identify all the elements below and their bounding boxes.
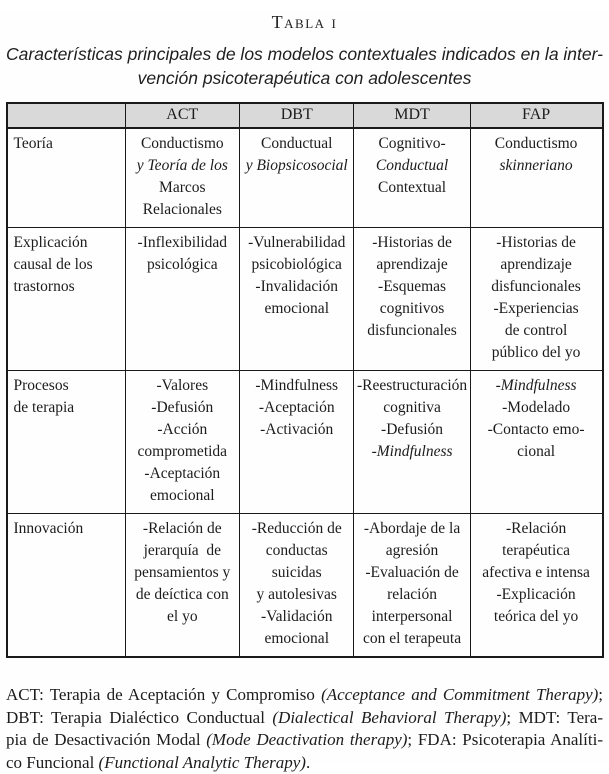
table-cell <box>125 228 239 371</box>
footnote-line <box>6 729 603 752</box>
footnote-text: ; <box>598 685 603 704</box>
cell-line: -Abordaje de la <box>355 518 468 540</box>
cell-line: y Teoría de los <box>127 155 238 177</box>
footnote-line <box>6 684 603 707</box>
table-number: Tabla i <box>0 12 609 33</box>
footnote-line <box>6 707 603 730</box>
cell-line: de control <box>472 320 601 342</box>
cell-line: el yo <box>127 606 238 628</box>
cell-line: -Validación <box>241 606 352 628</box>
cell-line: emocional <box>127 485 238 507</box>
cell-line: comprometida <box>127 441 238 463</box>
table-row <box>7 371 603 514</box>
table-cell <box>240 228 354 371</box>
cell-line: agresión <box>355 540 468 562</box>
cell-line: con el terapeuta <box>355 628 468 650</box>
table-cell <box>240 128 354 228</box>
table-cell <box>470 371 602 514</box>
cell-line: -Historias de <box>472 232 601 254</box>
cell-line: Explicación <box>14 232 123 254</box>
table-cell <box>470 128 602 228</box>
cell-line: -Evaluación de <box>355 562 468 584</box>
cell-line: cional <box>472 441 601 463</box>
footnote-english-term: (Dialectical Behavioral Therapy) <box>272 708 506 727</box>
cell-line: jerarquía de <box>127 540 238 562</box>
table-cell <box>240 514 354 658</box>
cell-line: -Explicación <box>472 584 601 606</box>
cell-line: y autolesivas <box>241 584 352 606</box>
footnote-english-term: (Functional Analytic Therapy) <box>99 753 306 772</box>
cell-line: Innovación <box>14 518 123 540</box>
cell-line: disfuncionales <box>472 276 601 298</box>
cell-line: -Relación <box>472 518 601 540</box>
cell-line: -Experiencias <box>472 298 601 320</box>
table-body <box>7 128 603 657</box>
cell-line: teórica del yo <box>472 606 601 628</box>
table-cell <box>125 128 239 228</box>
cell-line: -Relación de <box>127 518 238 540</box>
cell-line: psicobiológica <box>241 254 352 276</box>
cell-line: suicidas <box>241 562 352 584</box>
row-label-cell <box>7 371 126 514</box>
cell-line: y Biopsicosocial <box>241 155 352 177</box>
row-label-cell <box>7 128 126 228</box>
row-label-cell <box>7 228 126 371</box>
table-header-row <box>7 103 603 128</box>
cell-line: cognitiva <box>355 397 468 419</box>
cell-line: afectiva e intensa <box>472 562 601 584</box>
header-cell-blank <box>7 103 126 128</box>
cell-line: emocional <box>241 298 352 320</box>
footnote-text: pia de Desactivación Modal <box>6 730 206 749</box>
footnote-english-term: (Mode Deactivation therapy) <box>206 730 407 749</box>
table-cell <box>240 371 354 514</box>
table-cell <box>125 371 239 514</box>
cell-line: skinneriano <box>472 155 601 177</box>
cell-line: Contextual <box>355 177 468 199</box>
cell-line: pensamientos y <box>127 562 238 584</box>
table-row <box>7 128 603 228</box>
table-row <box>7 514 603 658</box>
cell-line: Teoría <box>14 133 123 155</box>
cell-line: disfuncionales <box>355 320 468 342</box>
cell-line: interpersonal <box>355 606 468 628</box>
cell-line: Conductismo <box>127 133 238 155</box>
cell-line: conductas <box>241 540 352 562</box>
table-cell <box>470 228 602 371</box>
cell-line: -Aceptación <box>127 463 238 485</box>
cell-line: de terapia <box>14 397 123 419</box>
cell-line: -Activación <box>241 419 352 441</box>
footnote-text: ACT: Terapia de Aceptación y Compromiso <box>6 685 321 704</box>
cell-line: emocional <box>241 628 352 650</box>
header-cell-mdt: MDT <box>354 103 470 128</box>
cell-line: -Historias de <box>355 232 468 254</box>
cell-line: -Defusión <box>127 397 238 419</box>
cell-line: -Esquemas <box>355 276 468 298</box>
table-cell <box>354 371 470 514</box>
cell-line: terapéutica <box>472 540 601 562</box>
cell-line: Conductual <box>241 133 352 155</box>
footnote-text: . <box>306 753 310 772</box>
footnote-english-term: (Acceptance and Commitment Therapy) <box>321 685 598 704</box>
cell-line: Conductismo <box>472 133 601 155</box>
cell-line: trastornos <box>14 276 123 298</box>
cell-line: cognitivos <box>355 298 468 320</box>
table-row <box>7 228 603 371</box>
row-label-cell <box>7 514 126 658</box>
cell-line: aprendizaje <box>472 254 601 276</box>
cell-line: relación <box>355 584 468 606</box>
cell-line: -Defusión <box>355 419 468 441</box>
cell-line: causal de los <box>14 254 123 276</box>
cell-line: -Inflexibilidad <box>127 232 238 254</box>
comparison-table <box>6 102 604 658</box>
footnote-text: ; MDT: Tera- <box>506 708 603 727</box>
cell-line: psicológica <box>127 254 238 276</box>
cell-line: público del yo <box>472 342 601 364</box>
cell-line: aprendizaje <box>355 254 468 276</box>
footnote-text: co Funcional <box>6 753 99 772</box>
header-cell-act: ACT <box>125 103 239 128</box>
cell-line: Marcos <box>127 177 238 199</box>
footnote-text: DBT: Terapia Dialéctico Conductual <box>6 708 272 727</box>
header-cell-dbt: DBT <box>240 103 354 128</box>
cell-line: -Aceptación <box>241 397 352 419</box>
footnote-text: ; FDA: Psicoterapia Analíti- <box>407 730 603 749</box>
table-footnote <box>6 684 603 774</box>
cell-line: -Invalidación <box>241 276 352 298</box>
table-cell <box>354 228 470 371</box>
document-page <box>0 12 609 762</box>
cell-line: -Vulnerabilidad <box>241 232 352 254</box>
cell-line: -Mindfulness <box>241 375 352 397</box>
cell-line: de deíctica con <box>127 584 238 606</box>
table-cell <box>354 128 470 228</box>
table-caption-line-1: Características principales de los modelos contextuales indicados en la inter- <box>0 42 609 66</box>
cell-line: Cognitivo- <box>355 133 468 155</box>
table-caption <box>0 42 609 90</box>
table-caption-line-2: vención psicoterapéutica con adolescentes <box>0 66 609 90</box>
cell-line: -Reducción de <box>241 518 352 540</box>
cell-line: -Valores <box>127 375 238 397</box>
cell-line: -Mindfulness <box>472 375 601 397</box>
footnote-line <box>6 752 603 774</box>
cell-line: -Mindfulness <box>355 441 468 463</box>
table-cell <box>470 514 602 658</box>
header-cell-fap: FAP <box>470 103 602 128</box>
cell-line: -Acción <box>127 419 238 441</box>
cell-line: -Contacto emo- <box>472 419 601 441</box>
table-cell <box>354 514 470 658</box>
cell-line: -Modelado <box>472 397 601 419</box>
cell-line: -Reestructuración <box>355 375 468 397</box>
cell-line: Relacionales <box>127 199 238 221</box>
table-cell <box>125 514 239 658</box>
cell-line: Procesos <box>14 375 123 397</box>
cell-line: Conductual <box>355 155 468 177</box>
